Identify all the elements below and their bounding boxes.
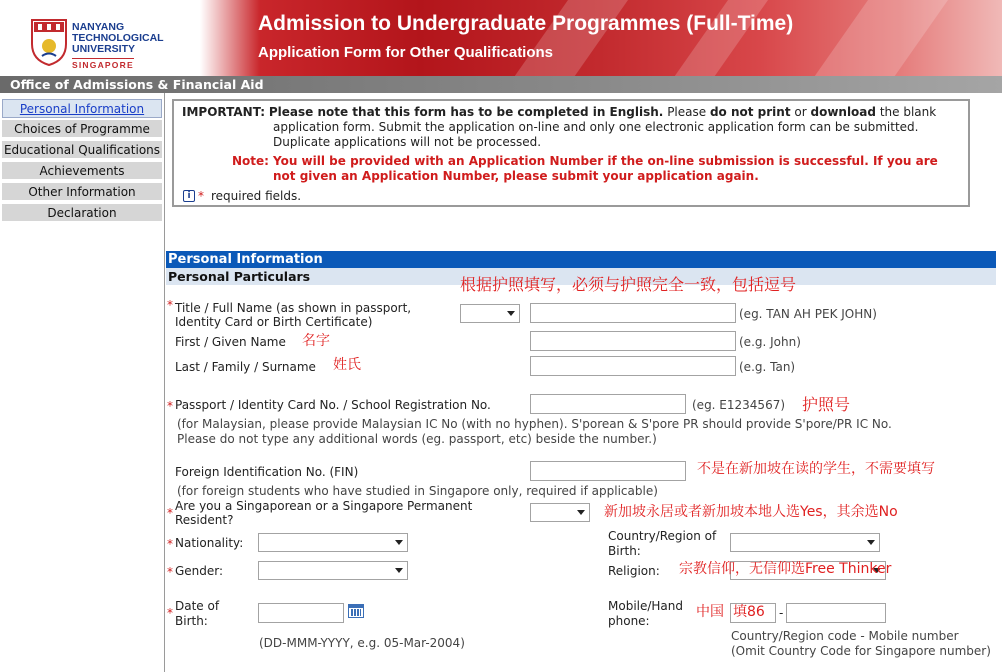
sidebar-item-declaration[interactable]: Declaration [2, 204, 162, 223]
first-name-input[interactable] [530, 331, 736, 351]
logo-text-3: UNIVERSITY [72, 43, 136, 55]
annotation-pr: 新加坡永居或者新加坡本地人选Yes，其余选No [604, 504, 898, 520]
sidebar-item-other-information[interactable]: Other Information [2, 183, 162, 202]
notice-download: download [810, 105, 876, 119]
notice-do-not-print: do not print [709, 105, 791, 119]
first-name-hint: (e.g. John) [739, 335, 801, 349]
mobile-label-2: phone: [608, 614, 650, 628]
mobile-number-input[interactable] [786, 603, 886, 623]
required-fields-text: required fields. [211, 189, 302, 203]
sidebar [0, 93, 165, 672]
dob-label-2: Birth: [175, 614, 208, 628]
required-star: * [198, 189, 204, 203]
required-star: * [167, 606, 173, 620]
gender-label: Gender: [175, 564, 224, 578]
notice-please: Please [663, 105, 710, 119]
passport-input[interactable] [530, 394, 686, 414]
ntu-crest-icon [30, 18, 68, 66]
important-notice [172, 99, 970, 207]
title-select[interactable] [460, 304, 520, 323]
country-of-birth-label-2: Birth: [608, 544, 641, 558]
sidebar-item-achievements[interactable]: Achievements [2, 162, 162, 181]
logo-text-1: NANYANG [72, 21, 125, 33]
page-header [0, 0, 1002, 76]
passport-note-1: (for Malaysian, please provide Malaysian IC No (with no hyphen). S'porean & S'pore PR should provide S'pore/PR IC No. [177, 417, 892, 431]
passport-note-2: Please do not type any additional words (eg. passport, etc) beside the number.) [177, 432, 657, 446]
full-name-input[interactable] [530, 303, 736, 323]
passport-label: Passport / Identity Card No. / School Registration No. [175, 398, 491, 412]
notice-line-3: Duplicate applications will not be processed. [273, 135, 542, 149]
notice-line-2: application form. Submit the application on-line and only one electronic application form can be submitted. [273, 120, 919, 134]
mobile-dash: - [779, 606, 784, 620]
notice-english: Please note that this form has to be completed in English. [268, 105, 664, 119]
section-personal-information: Personal Information [166, 251, 996, 268]
full-name-hint: (eg. TAN AH PEK JOHN) [739, 307, 877, 321]
dob-hint: (DD-MMM-YYYY, e.g. 05-Mar-2004) [259, 636, 465, 650]
calendar-icon[interactable] [348, 604, 364, 618]
gender-select[interactable] [258, 561, 408, 580]
required-star: * [167, 565, 173, 579]
mobile-label-1: Mobile/Hand [608, 599, 684, 613]
fin-input[interactable] [530, 461, 686, 481]
logo-country: SINGAPORE [72, 60, 134, 70]
country-of-birth-label-1: Country/Region of [608, 529, 717, 543]
page-subtitle: Application Form for Other Qualifications [258, 44, 554, 61]
last-name-hint: (e.g. Tan) [739, 360, 796, 374]
dob-input[interactable] [258, 603, 344, 623]
annotation-religion: 宗教信仰，无信仰选Free Thinker [679, 561, 892, 577]
annotation-passport-no: 护照号 [802, 395, 851, 414]
notice-line-1 [182, 105, 936, 120]
page-title: Admission to Undergraduate Programmes (Full-Time) [258, 12, 794, 35]
notice-the-blank: the blank [876, 105, 937, 119]
sidebar-item-personal-information[interactable]: Personal Information [2, 99, 162, 118]
chevron-down-icon [867, 540, 875, 545]
chevron-down-icon [507, 311, 515, 316]
nationality-select[interactable] [258, 533, 408, 552]
chevron-down-icon [395, 568, 403, 573]
annotation-passport-name: 根据护照填写，必须与护照完全一致，包括逗号 [460, 275, 797, 294]
first-name-label: First / Given Name [175, 335, 286, 349]
annotation-fill86: 填86 [733, 604, 765, 620]
country-of-birth-select[interactable] [730, 533, 880, 552]
fin-label: Foreign Identification No. (FIN) [175, 465, 359, 479]
full-name-label-1: Title / Full Name (as shown in passport, [175, 301, 412, 315]
mobile-hint-2: (Omit Country Code for Singapore number) [731, 644, 991, 658]
chevron-down-icon [395, 540, 403, 545]
pr-select[interactable] [530, 503, 590, 522]
full-name-label-2: Identity Card or Birth Certificate) [175, 315, 373, 329]
annotation-fin: 不是在新加坡在读的学生，不需要填写 [697, 461, 935, 477]
passport-hint: (eg. E1234567) [692, 398, 786, 412]
religion-label: Religion: [608, 564, 660, 578]
note-line-1: You will be provided with an Application Number if the on-line submission is successful. If you are [273, 154, 938, 168]
required-star: * [167, 506, 173, 520]
important-label: IMPORTANT: [182, 105, 266, 119]
dob-label-1: Date of [175, 599, 220, 613]
required-star: * [167, 298, 173, 312]
pr-label-1: Are you a Singaporean or a Singapore Permanent [175, 499, 473, 513]
note-label: Note: [232, 154, 269, 168]
sidebar-item-educational-qualifications[interactable]: Educational Qualifications [2, 141, 162, 160]
last-name-input[interactable] [530, 356, 736, 376]
fin-note: (for foreign students who have studied in Singapore only, required if applicable) [177, 484, 658, 498]
required-star: * [167, 537, 173, 551]
annotation-surname: 姓氏 [333, 357, 361, 373]
logo-text-2: TECHNOLOGICAL [72, 32, 164, 44]
sidebar-item-choices-of-programme[interactable]: Choices of Programme [2, 120, 162, 139]
annotation-given-name: 名字 [302, 333, 330, 349]
section-personal-particulars: Personal Particulars [166, 268, 996, 285]
nationality-label: Nationality: [175, 536, 244, 550]
required-star: * [167, 399, 173, 413]
chevron-down-icon [577, 510, 585, 515]
last-name-label: Last / Family / Surname [175, 360, 316, 374]
notice-or: or [790, 105, 811, 119]
note-line-2: not given an Application Number, please submit your application again. [273, 169, 759, 183]
ntu-logo[interactable] [0, 0, 200, 76]
office-bar: Office of Admissions & Financial Aid [0, 76, 1002, 93]
mobile-hint-1: Country/Region code - Mobile number [731, 629, 959, 643]
annotation-china: 中国 [696, 604, 724, 620]
pr-label-2: Resident? [175, 513, 234, 527]
info-icon: i [183, 190, 195, 202]
